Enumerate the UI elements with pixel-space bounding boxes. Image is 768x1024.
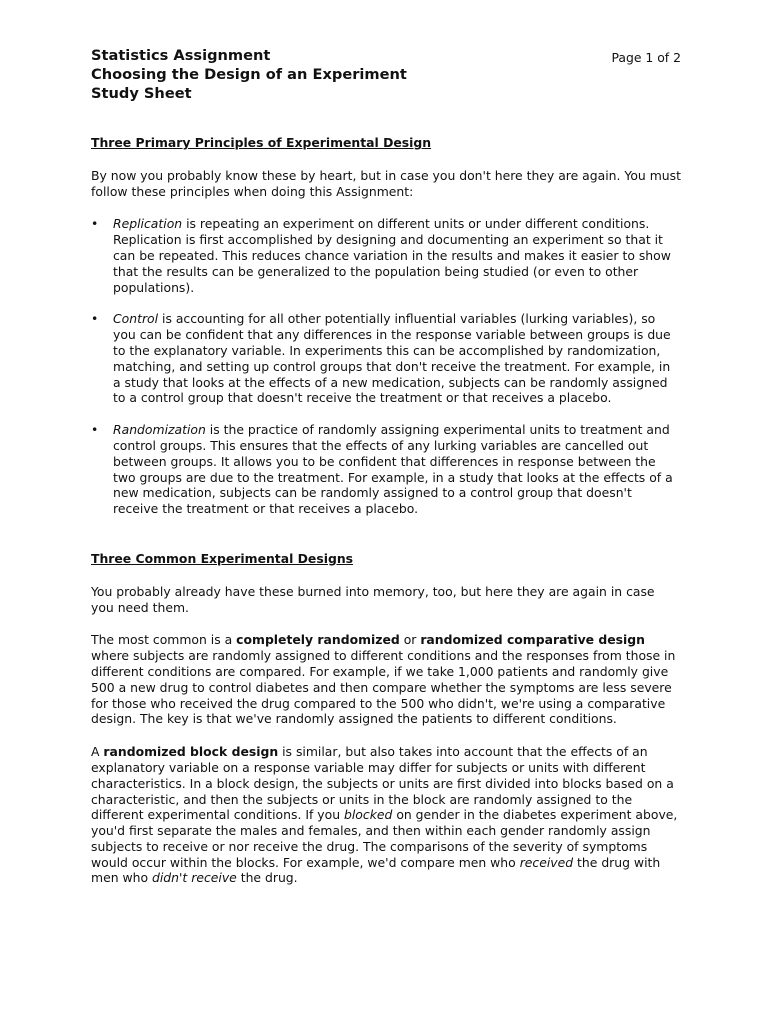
page-number: Page 1 of 2 [611, 50, 681, 65]
bullet-icon: • [91, 216, 99, 232]
term-blocked: blocked [344, 807, 393, 823]
text-run: the drug. [236, 870, 298, 886]
paragraph-completely-randomized [91, 632, 681, 727]
definition-randomization: is the practice of randomly assigning experimental units to treatment and control groups. This ensures that the effects of any lurking variables are cancelled out between groups. It allows you to be confident that differences in response between the two groups are due to the treatment. For example, in a study that looks at the effects of a new medication, subjects can be randomly assigned to a control group that doesn't receive the treatment or that receives a placebo. [113, 422, 673, 517]
text-run: or [399, 632, 421, 648]
term-received: received [519, 854, 574, 870]
text-run: on gender in the diabetes experiment above, you'd first separate the males and females, and then within each gender randomly assign subjects to receive or nor receive the drug. The comparisons of the severity of symptoms would occur within the blocks. For example, we'd compare men who [91, 807, 678, 870]
term-control: Control [113, 311, 159, 327]
title-line-2: Choosing the Design of an Experiment [91, 66, 407, 83]
list-item-randomization [91, 422, 681, 517]
term-randomized-comparative-design: randomized comparative design [420, 632, 645, 648]
definition-control: is accounting for all other potentially influential variables (lurking variables), so you can be confident that any differences in the response variable between groups is due to the explanatory variable. In experiments this can be accomplished by randomization, matching, and setting up control groups that don't receive the treatment. For example, in a study that looks at the effects of a new medication, subjects can be randomly assigned to a control group that doesn't receive the treatment or that receives a placebo. [113, 311, 671, 406]
document-title [91, 46, 407, 103]
term-completely-randomized: completely randomized [236, 632, 400, 648]
term-randomization: Randomization [113, 422, 206, 438]
list-item-control [91, 311, 681, 406]
paragraph-randomized-block [91, 744, 681, 886]
text-run: where subjects are randomly assigned to different conditions and the responses from those in different conditions are compared. For example, if we take 1,000 patients and randomly give 500 a new drug to control diabetes and then compare whether the symptoms are less severe for those who received the drug compared to the 500 who didn't, we're using a comparative design. The key is that we've randomly assigned the patients to different conditions. [91, 648, 676, 727]
section-heading-principles: Three Primary Principles of Experimental Design [91, 135, 432, 150]
bullet-icon: • [91, 422, 99, 438]
term-randomized-block-design: randomized block design [103, 744, 279, 760]
principles-intro: By now you probably know these by heart, but in case you don't here they are again. You must follow these principles when doing this Assignment: [91, 167, 681, 199]
designs-intro: You probably already have these burned into memory, too, but here they are again in case you need them. [91, 583, 655, 615]
term-didnt-receive: didn't receive [152, 870, 237, 886]
title-line-1: Statistics Assignment [91, 47, 271, 64]
list-item-replication [91, 216, 681, 295]
text-run: A [91, 744, 104, 760]
definition-replication: is repeating an experiment on different units or under different conditions. Replication is first accomplished by designing and documenting an experiment so that it can be repeated. This reduces chance variation in the results and makes it easier to show that the results can be generalized to the population being studied (or even to other populations). [113, 216, 671, 295]
term-replication: Replication [113, 216, 183, 232]
title-line-3: Study Sheet [91, 85, 192, 102]
principles-list [91, 216, 681, 517]
text-run: the drug with men who [91, 854, 661, 886]
bullet-icon: • [91, 311, 99, 327]
section-heading-designs: Three Common Experimental Designs [91, 550, 354, 566]
text-run: The most common is a [91, 632, 237, 648]
document-body [91, 135, 681, 886]
text-run: is similar, but also takes into account that the effects of an explanatory variable on a response variable may differ for subjects or units with different characteristics. In a block design, the subjects or units are first divided into blocks based on a characteristic, and then the subjects or units in the block are randomly assigned to the different experimental conditions. If you [91, 744, 674, 823]
